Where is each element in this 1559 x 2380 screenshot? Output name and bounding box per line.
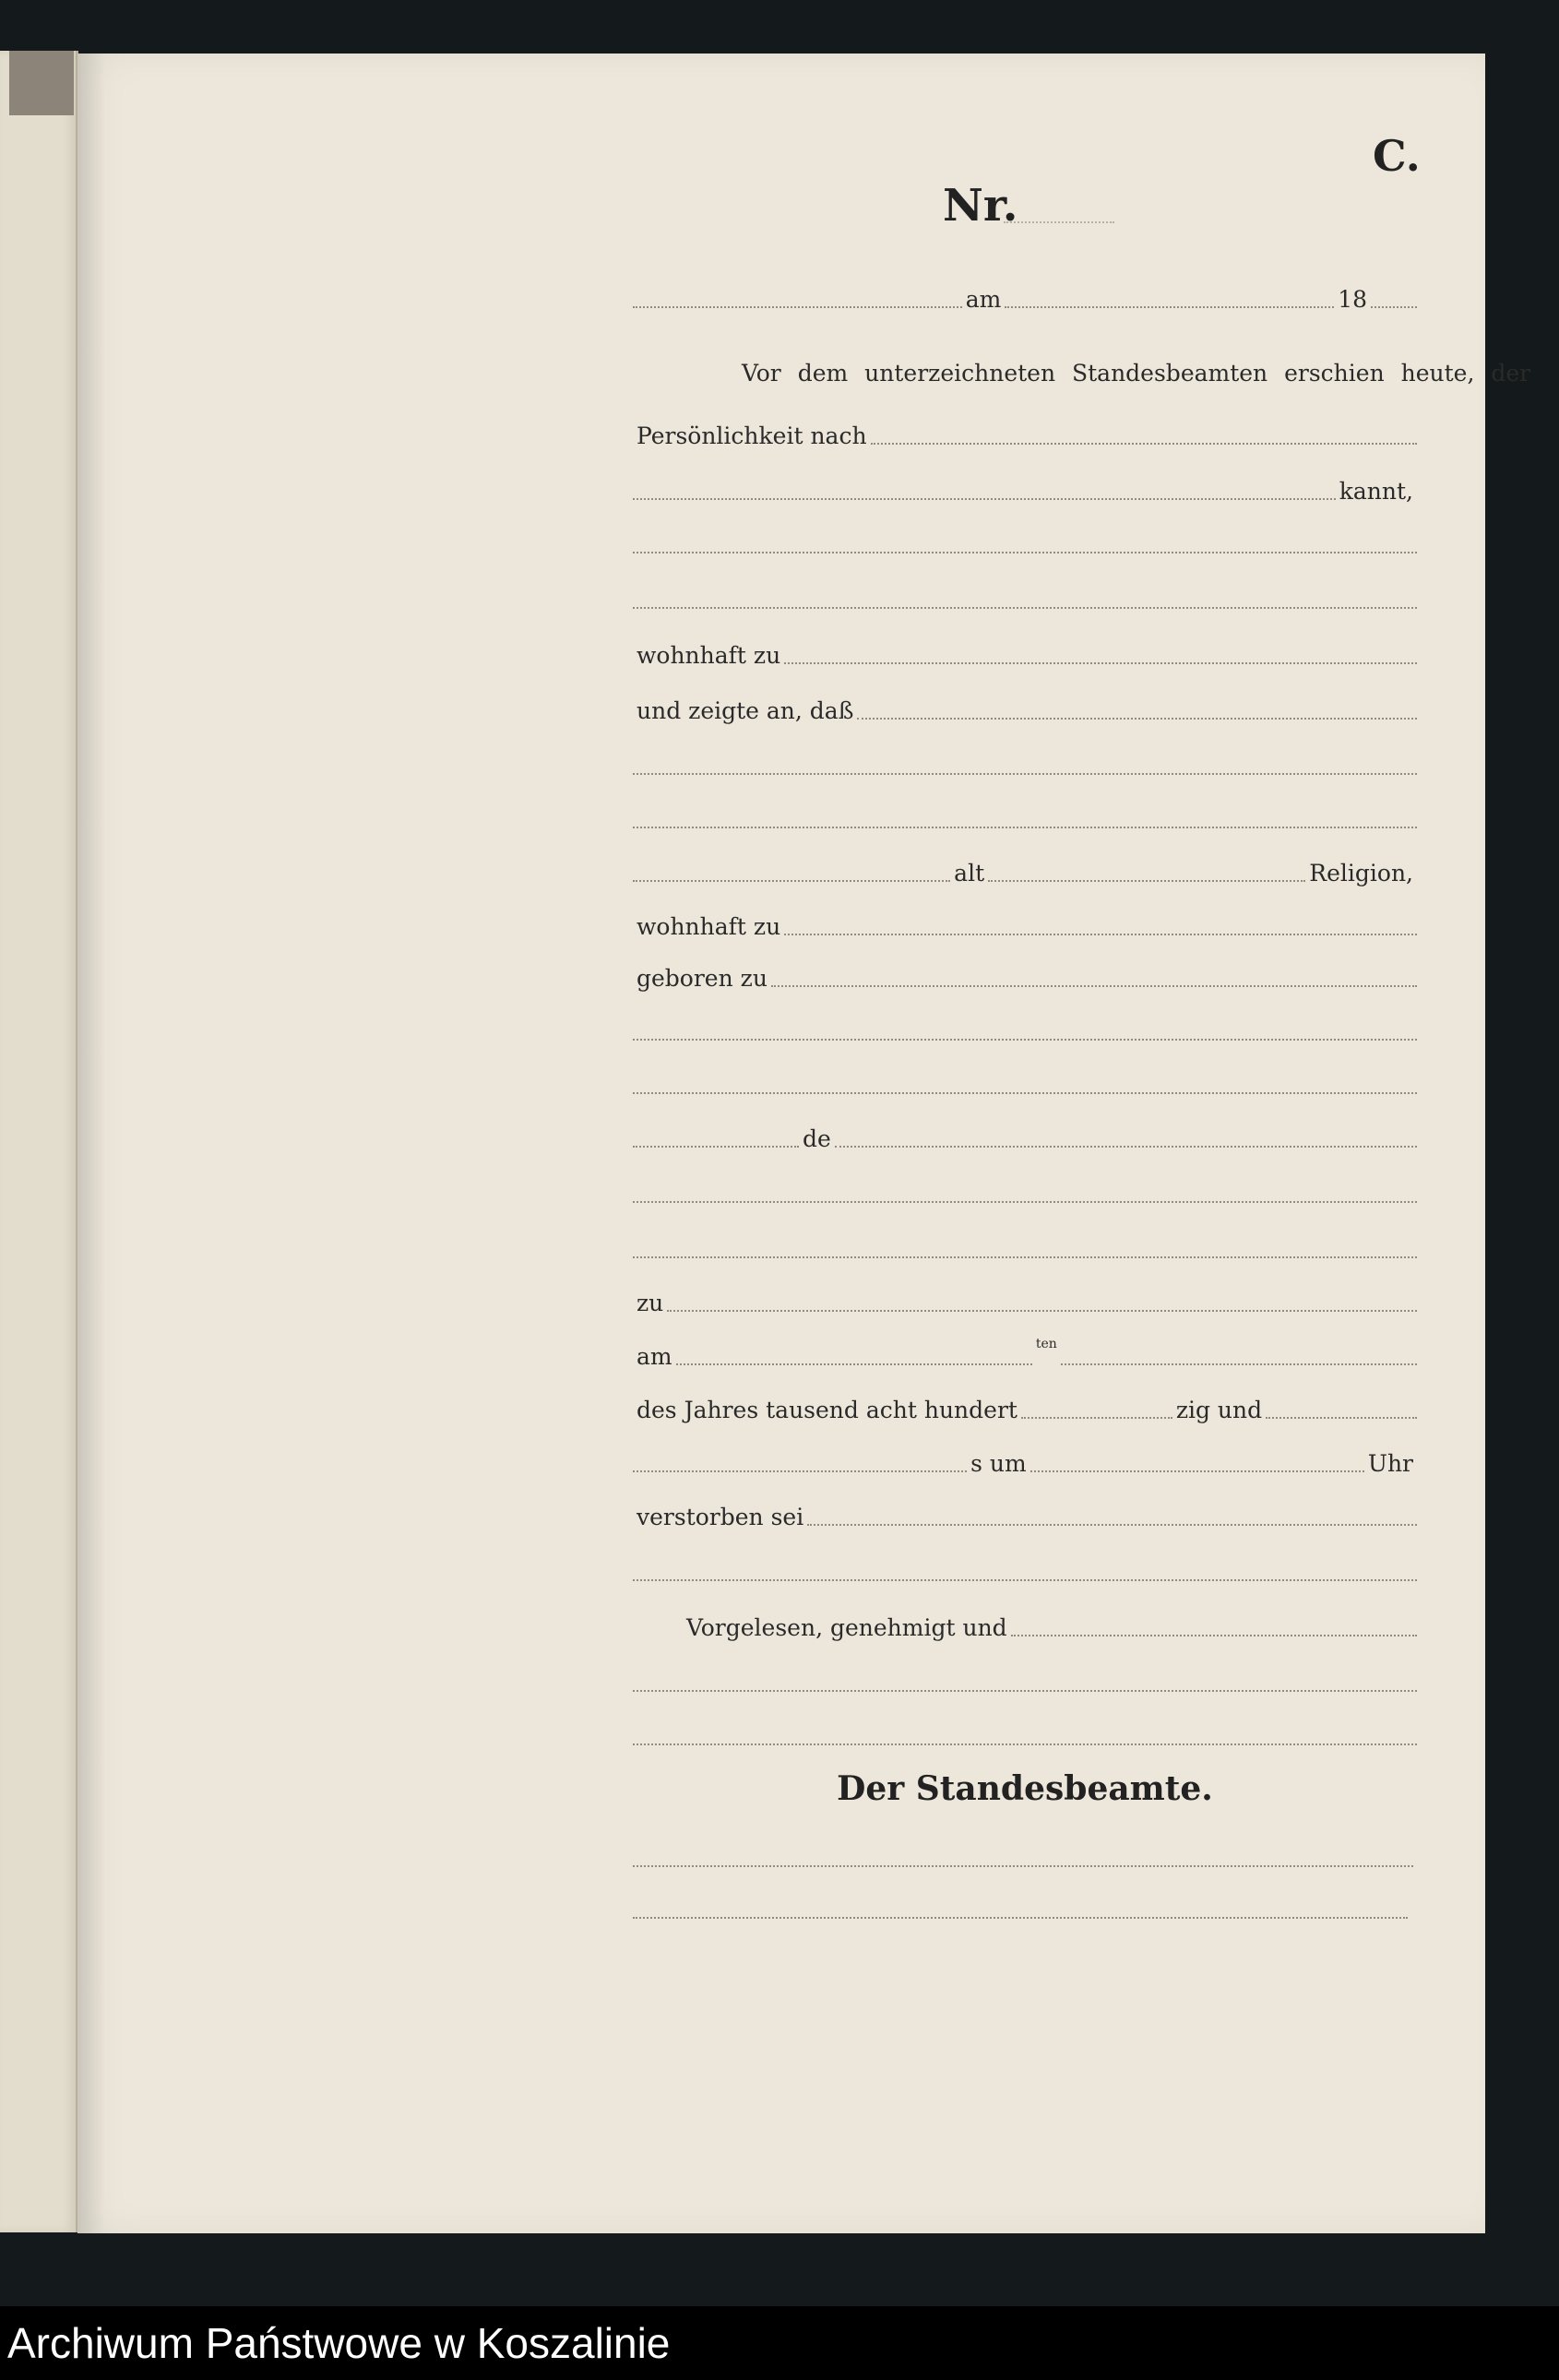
blank-line: [633, 744, 1417, 780]
kannt-line: [633, 469, 1417, 506]
zu-line: [633, 1280, 1417, 1317]
blank-line: [633, 522, 1417, 559]
date-line: [633, 277, 1417, 314]
dotted-field: [633, 1917, 1408, 1919]
am-ten-line: [633, 1334, 1417, 1371]
dotted-field: [633, 552, 1417, 553]
jahres-line: [633, 1387, 1417, 1424]
uhr-line: [633, 1441, 1417, 1478]
religion-line: [633, 851, 1417, 887]
wohnhaft-line: [633, 633, 1417, 670]
am-label-2: am: [637, 1343, 672, 1370]
archive-name: Archiwum Państwowe w Koszalinie: [7, 2319, 671, 2367]
nr-label: Nr.: [943, 180, 1018, 232]
dotted-field: [784, 662, 1417, 664]
zeigte-line: [633, 688, 1417, 725]
book-spine: [0, 51, 78, 2232]
dotted-field: [1030, 1470, 1364, 1472]
zeigte-label: und zeigte an, daß: [637, 697, 854, 724]
dotted-field: [1021, 1417, 1172, 1419]
dotted-field: [1371, 306, 1417, 308]
dotted-field: [633, 1690, 1417, 1692]
dotted-field: [633, 1201, 1417, 1203]
blank-line: [633, 1550, 1417, 1587]
blank-line: [633, 1063, 1417, 1100]
form-letter: C.: [1373, 131, 1421, 181]
blank-line: [633, 1660, 1417, 1697]
dotted-field: [676, 1363, 1032, 1365]
dotted-field: [633, 880, 950, 882]
ten-superscript: ten: [1035, 1337, 1057, 1351]
dotted-field: [633, 306, 962, 308]
dotted-field: [633, 773, 1417, 775]
dotted-field: [871, 443, 1417, 445]
geboren-label: geboren zu: [637, 965, 768, 992]
blank-line: [633, 577, 1417, 614]
dotted-field: [633, 607, 1417, 609]
dotted-field: [633, 1470, 967, 1472]
dotted-field: [988, 880, 1305, 882]
dotted-field: [633, 1256, 1417, 1258]
persoenlichkeit-label: Persönlichkeit nach: [637, 422, 867, 449]
dotted-field: [633, 1146, 799, 1148]
dotted-field: [633, 827, 1417, 828]
dotted-field: [807, 1524, 1417, 1526]
persoenlichkeit-line: [633, 413, 1417, 450]
blank-line: [633, 797, 1417, 834]
s-um-label: s um: [970, 1450, 1027, 1477]
blank-line: [633, 1227, 1417, 1264]
dotted-field: [633, 1092, 1417, 1094]
verstorben-label: verstorben sei: [637, 1504, 804, 1530]
blank-line: [633, 1172, 1417, 1208]
dotted-field: [857, 718, 1417, 720]
vor-dem-text: Vor dem unterzeichneten Standesbeamten erschien heute, der: [742, 360, 1531, 387]
archive-footer: [0, 2306, 1559, 2380]
dotted-field: [633, 1865, 1413, 1867]
dotted-field: [771, 985, 1417, 987]
year-prefix: 18: [1338, 286, 1367, 313]
de-label: de: [803, 1125, 831, 1152]
de-line: [633, 1116, 1417, 1153]
wohnhaft-label-2: wohnhaft zu: [637, 913, 781, 940]
religion-label: Religion,: [1309, 860, 1414, 887]
am-label: am: [965, 286, 1002, 313]
dotted-field: [1266, 1417, 1417, 1419]
dotted-field: [1061, 1363, 1417, 1365]
vor-dem-line: [738, 351, 1531, 387]
signature-title: Der Standesbeamte.: [837, 1769, 1213, 1808]
wohnhaft-label: wohnhaft zu: [637, 642, 781, 669]
blank-line: [633, 1714, 1417, 1751]
dotted-field: [633, 1039, 1417, 1041]
signature-line: [633, 1836, 1413, 1873]
spine-tear: [9, 51, 74, 115]
alt-label: alt: [954, 860, 985, 887]
geboren-line: [633, 956, 1417, 993]
vorgelesen-label: Vorgelesen, genehmigt und: [686, 1614, 1007, 1641]
kannt-label: kannt,: [1339, 478, 1413, 505]
uhr-label: Uhr: [1367, 1450, 1413, 1477]
verstorben-line: [633, 1494, 1417, 1531]
dotted-field: [667, 1310, 1417, 1312]
wohnhaft-line-2: [633, 904, 1417, 941]
vorgelesen-line: [683, 1605, 1417, 1642]
blank-line: [633, 1009, 1417, 1046]
dotted-field: [633, 1743, 1417, 1745]
gutter-shadow: [77, 54, 105, 2233]
dotted-field: [784, 934, 1417, 935]
dotted-field: [1011, 1635, 1417, 1636]
dotted-field: [633, 498, 1336, 500]
dotted-field: [633, 1579, 1417, 1581]
nr-field: [1004, 221, 1114, 223]
signature-line: [633, 1887, 1408, 1924]
dotted-field: [835, 1146, 1417, 1148]
zu-label: zu: [637, 1290, 664, 1316]
jahres-label: des Jahres tausend acht hundert: [637, 1397, 1018, 1423]
zig-und-label: zig und: [1175, 1397, 1263, 1423]
dotted-field: [1005, 306, 1334, 308]
